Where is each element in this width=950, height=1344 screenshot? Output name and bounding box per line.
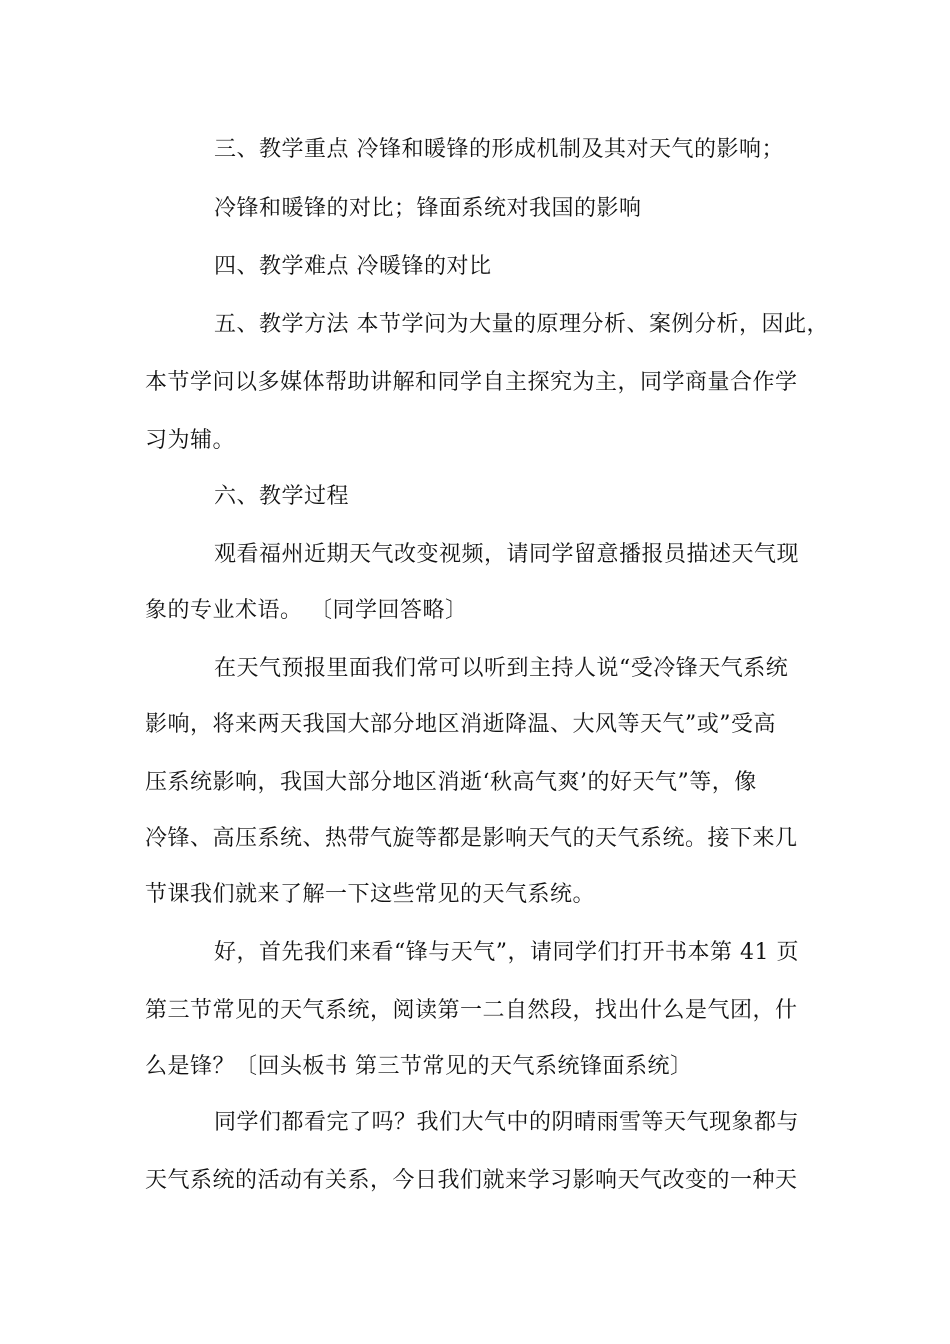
text-line: 影响，将来两天我国大部分地区消逝降温、大风等天气”或”受高 (145, 712, 776, 737)
text-line: 好，首先我们来看“锋与天气”，请同学们打开书本第 41 页 (214, 940, 799, 965)
text-line: 三、教学重点 冷锋和暖锋的形成机制及其对天气的影响； (214, 137, 784, 162)
text-line: 在天气预报里面我们常可以听到主持人说“受冷锋天气系统 (214, 656, 789, 681)
text-line: 冷锋和暖锋的对比；锋面系统对我国的影响 (214, 196, 642, 221)
text-line: 么是锋？〔回头板书 第三节常见的天气系统锋面系统〕 (145, 1054, 693, 1079)
text-line: 天气系统的活动有关系，今日我们就来学习影响天气改变的一种天 (145, 1168, 798, 1193)
text-line: 象的专业术语。 〔同学回答略〕 (145, 598, 468, 623)
text-line: 观看福州近期天气改变视频，请同学留意播报员描述天气现 (214, 542, 800, 567)
text-line: 压系统影响，我国大部分地区消逝‘秋高气爽’的好天气”等，像 (145, 770, 757, 795)
text-line: 习为辅。 (145, 428, 236, 453)
text-line: 五、教学方法 本节学问为大量的原理分析、案例分析，因此， (214, 312, 829, 337)
text-line: 冷锋、高压系统、热带气旋等都是影响天气的天气系统。接下来几 (145, 826, 798, 851)
text-line: 六、教学过程 (214, 484, 350, 509)
text-line: 四、教学难点 冷暖锋的对比 (214, 254, 492, 279)
text-line: 第三节常见的天气系统，阅读第一二自然段，找出什么是气团，什 (145, 998, 798, 1023)
text-line: 同学们都看完了吗？我们大气中的阴晴雨雪等天气现象都与 (214, 1110, 800, 1135)
text-line: 本节学问以多媒体帮助讲解和同学自主探究为主，同学商量合作学 (145, 370, 798, 395)
text-line: 节课我们就来了解一下这些常见的天气系统。 (145, 882, 596, 907)
